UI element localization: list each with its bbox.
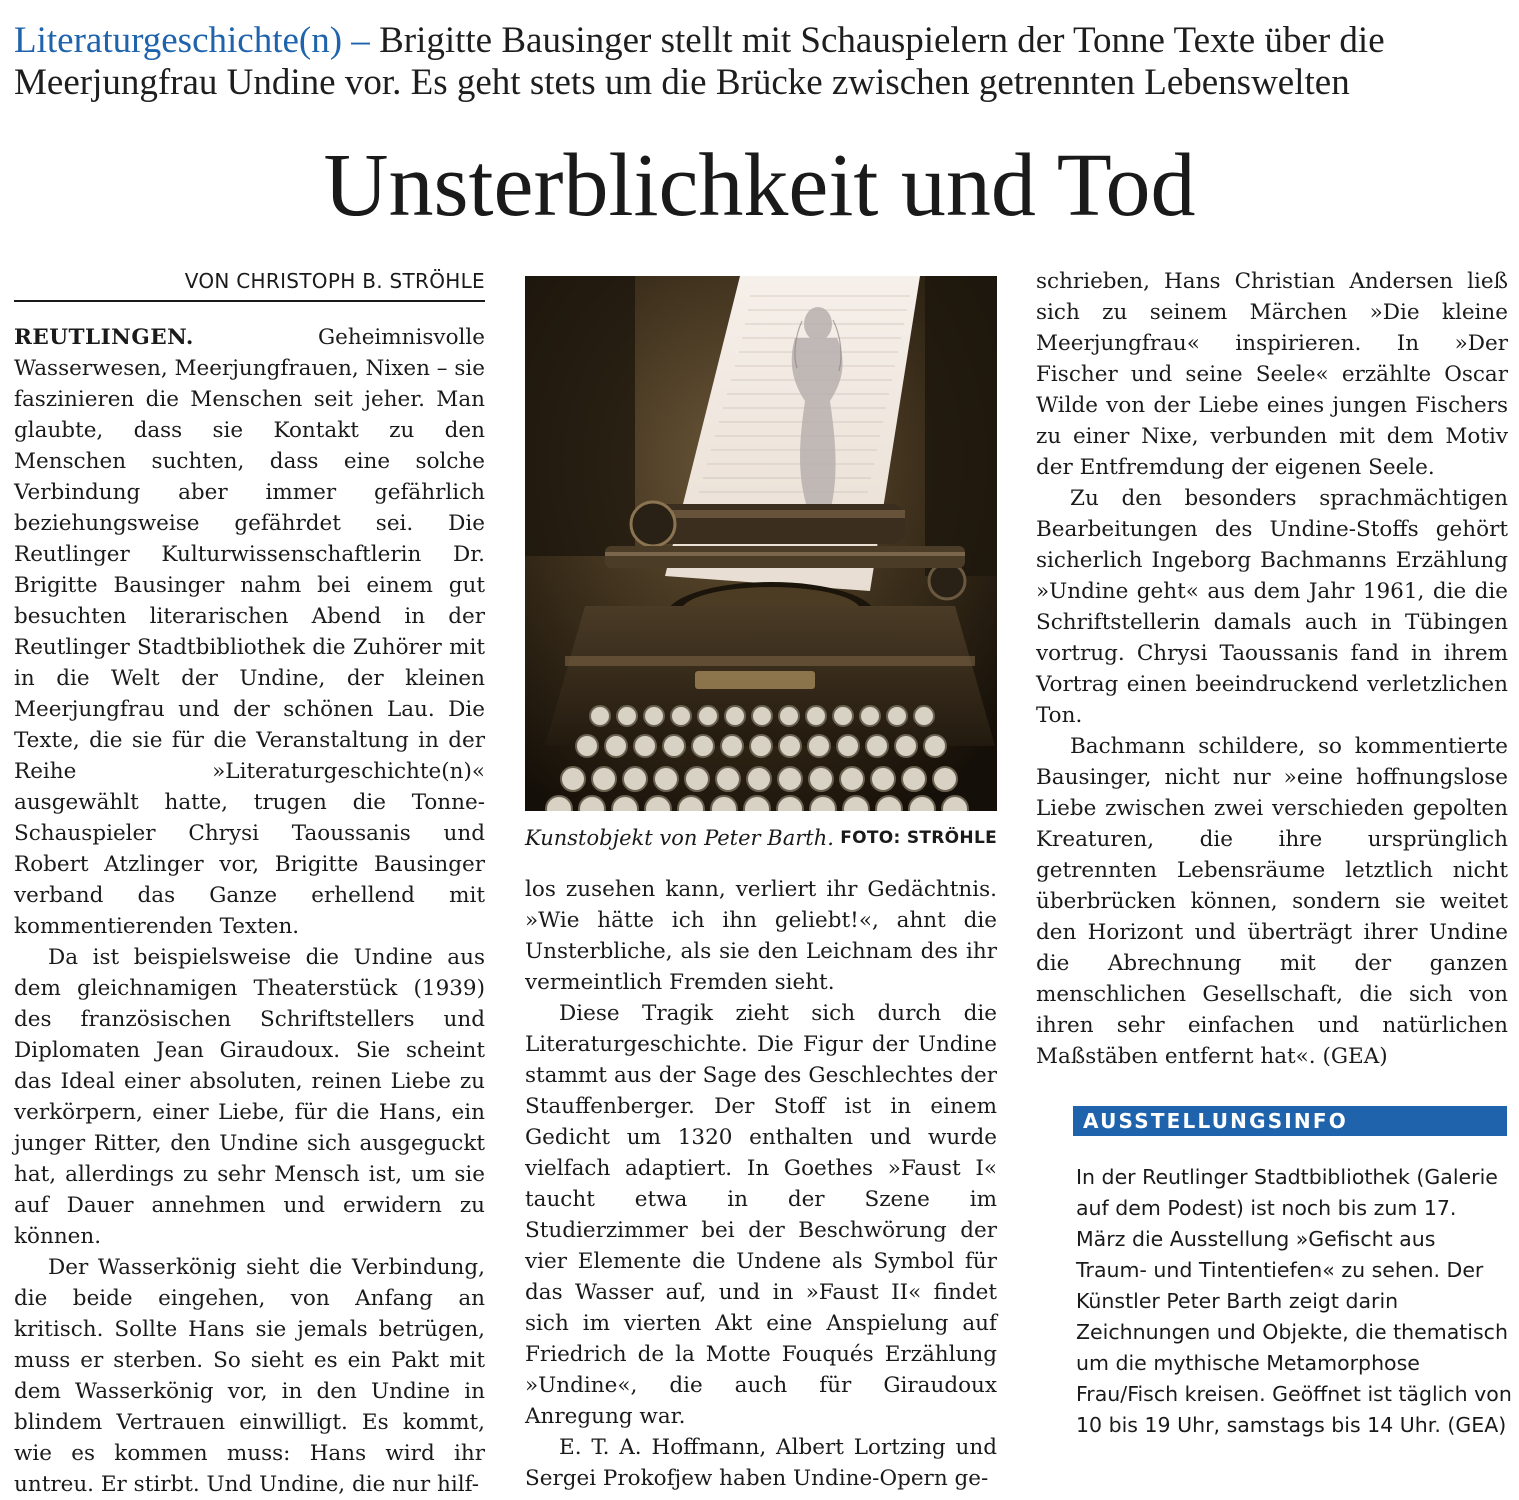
infobox-title: AUSSTELLUNGSINFO xyxy=(1073,1106,1507,1136)
paragraph: schrieben, Hans Christian Andersen ließ sich zu seinem Märchen »Die kleine Meerjungfrau« inspirieren. In »Der Fischer und seine Seele« erzählte Oscar Wilde von der Liebe eines jungen Fischers zu einer Nixe, verbunden mit dem Motiv der Entfremdung der eigenen Seele. xyxy=(1036,269,1508,480)
typewriter-photo xyxy=(525,276,997,811)
paragraph: los zusehen kann, verliert ihr Gedächtnis. »Wie hätte ich ihn geliebt!«, ahnt die Unsterbliche, als sie den Leichnam des ihr vermeintlich Fremden sieht. xyxy=(525,877,997,995)
byline: VON CHRISTOPH B. STRÖHLE xyxy=(14,266,485,302)
headline: Unsterblichkeit und Tod xyxy=(323,136,1196,235)
paragraph-text: Geheimnisvolle Wasserwesen, Meerjungfrauen, Nixen – sie faszinieren die Menschen seit jeher. Man glaubte, dass sie Kontakt zu den Menschen suchten, dass eine solche Verbindung aber immer gefährlich beziehungsweise gefährdet sei. Die Reutlinger Kulturwissenschaftlerin Dr. Brigitte Bausinger nahm bei einem gut besuchten literarischen Abend in der Reutlinger Stadtbibliothek die Zuhörer mit in die Welt der Undine, der kleinen Meerjungfrau und der schönen Lau. Die Texte, die sie für die Veranstaltung in der Reihe »Literaturgeschichte(n)« ausgewählt hatte, trugen die Tonne-Schauspieler Chrysi Taoussanis und Robert Atzlinger vor, Brigitte Bausinger verband das Ganze erhellend mit kommentierenden Texten. xyxy=(14,325,485,939)
typewriter-illustration xyxy=(525,276,997,811)
paragraph: Diese Tragik zieht sich durch die Literaturgeschichte. Die Figur der Undine stammt aus der Sage des Geschlechtes der Stauffenberger. Der Stoff ist in einem Gedicht um 1320 enthalten und wurde vielfach adaptiert. In Goethes »Faust I« taucht etwa in der Szene im Studierzimmer bei der Beschwörung der vier Elemente die Undene als Symbol für das Wasser auf, und in »Faust II« findet sich im vierten Akt eine Anspielung auf Friedrich de la Motte Fouqués Erzählung »Undine«, die auch für Giraudoux Anregung war. xyxy=(525,1001,997,1429)
kicker-text: Brigitte Bausinger stellt mit Schauspielern der Tonne Texte über die Meerjungfrau Undine vor. Es geht stets um die Brücke zwischen getrennten Lebenswelten xyxy=(14,20,1385,103)
column-2 xyxy=(525,874,997,1494)
paragraph: E. T. A. Hoffmann, Albert Lortzing und Sergei Prokofjew haben Undine-Opern ge- xyxy=(525,1435,997,1491)
photo-credit: FOTO: STRÖHLE xyxy=(840,828,997,848)
dateline: REUTLINGEN. xyxy=(14,325,194,350)
column-3 xyxy=(1036,266,1508,1072)
column-1 xyxy=(14,266,485,1500)
kicker-label: Literaturgeschichte(n) – xyxy=(14,20,370,61)
paragraph: Bachmann schildere, so kommentierte Bausinger, nicht nur »eine hoffnungslose Liebe zwischen zwei verschieden gepolten Kreaturen, die ihre ursprünglich getrennten Lebensräume letztlich nicht überbrücken können, sondern sie weitet den Horizont und überträgt ihrer Undine die Abrechnung mit der ganzen menschlichen Gesellschaft, die sich von ihren sehr einfachen und natürlichen Maßstäben entfernt hat«. (GEA) xyxy=(1036,734,1508,1069)
paragraph xyxy=(14,322,485,942)
infobox-text: In der Reutlinger Stadtbibliothek (Galerie auf dem Podest) ist noch bis zum 17. März die Ausstellung »Gefischt aus Traum- und Tintentiefen« zu sehen. Der Künstler Peter Barth zeigt darin Zeichnungen und Objekte, die thematisch um die mythische Metamorphose Frau/Fisch kreisen. Geöffnet ist täglich von 10 bis 19 Uhr, samstags bis 14 Uhr. (GEA) xyxy=(1076,1165,1512,1437)
paragraph: Da ist beispielsweise die Undine aus dem gleichnamigen Theaterstück (1939) des französischen Schriftstellers und Diplomaten Jean Giraudoux. Sie scheint das Ideal einer absoluten, reinen Liebe zu verkörpern, einer Liebe, für die Hans, ein junger Ritter, den Undine sich ausgeguckt hat, allerdings zu sehr Mensch ist, um sie auf Dauer annehmen und erwidern zu können. xyxy=(14,945,485,1249)
kicker xyxy=(14,20,1509,104)
paragraph: Zu den besonders sprachmächtigen Bearbeitungen des Undine-Stoffs gehört sicherlich Ingeborg Bachmanns Erzählung »Undine geht« aus dem Jahr 1961, die die Schriftstellerin damals auch in Tübingen vortrug. Chrysi Taoussanis fand in ihrem Vortrag einen beeindruckend verletzlichen Ton. xyxy=(1036,486,1508,728)
caption-text: Kunstobjekt von Peter Barth. xyxy=(525,826,834,850)
photo-caption xyxy=(525,824,997,852)
paragraph: Der Wasserkönig sieht die Verbindung, die beide eingehen, von Anfang an kritisch. Sollte Hans sie jemals betrügen, muss er sterben. So sieht es ein Pakt mit dem Wasserkönig vor, in den Undine in blindem Vertrauen einwilligt. Es kommt, wie es kommen muss: Hans wird ihr untreu. Er stirbt. Und Undine, die nur hilf- xyxy=(14,1255,485,1497)
